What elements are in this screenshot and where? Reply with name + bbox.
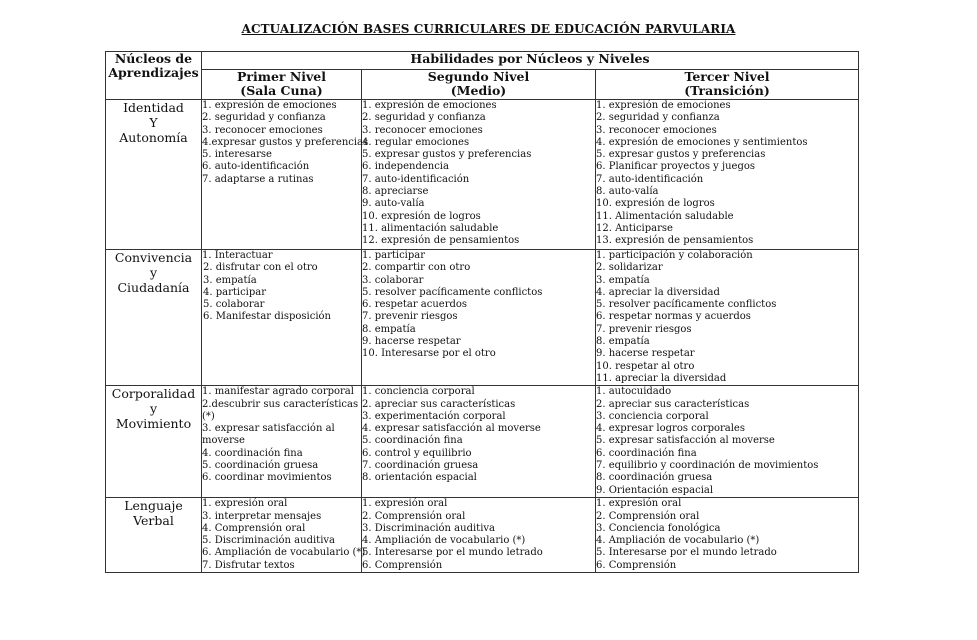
skill-item: 6. Comprensión [596, 559, 677, 571]
nucleo-line: Verbal [133, 513, 174, 529]
skill-item: 9. auto-valía [362, 198, 425, 210]
nucleo-cell [106, 498, 202, 573]
skill-item: 8. orientación espacial [362, 472, 477, 484]
skill-item: 6. respetar normas y acuerdos [596, 311, 751, 323]
skill-item: 6. coordinación fina [596, 447, 697, 459]
nivel-sub: (Transición) [684, 83, 770, 98]
skill-item: 13. expresión de pensamientos [596, 235, 754, 247]
nucleo-cell [106, 100, 202, 250]
skill-item: 7. auto-identificación [596, 173, 704, 185]
skill-item: 8. coordinación gruesa [596, 472, 713, 484]
nivel-name: Primer Nivel [237, 69, 326, 84]
nivel-header-tercer [596, 70, 859, 100]
nivel-sub: (Medio) [450, 83, 507, 98]
skill-item: 5. resolver pacíficamente conflictos [362, 286, 543, 298]
skill-item: 1. expresión de emociones [362, 100, 497, 111]
nivel-name: Tercer Nivel [684, 69, 770, 84]
skills-cell-primer [202, 100, 369, 250]
skill-item: 5. interesarse [202, 149, 272, 161]
skill-item: 7. equilibrio y coordinación de movimientos [596, 460, 819, 472]
nucleo-line: Identidad [123, 100, 184, 115]
skills-cell-segundo [362, 250, 596, 386]
skill-item: 4. apreciar la diversidad [596, 286, 720, 298]
skill-item: 7. prevenir riesgos [362, 311, 458, 323]
skill-item: 1. expresión de emociones [596, 100, 731, 111]
skill-item: 6. coordinar movimientos [202, 472, 332, 484]
skill-item: 3. reconocer emociones [362, 124, 483, 136]
skill-item: 4. Comprensión oral [202, 522, 306, 534]
skill-item: 5. Discriminación auditiva [202, 535, 335, 547]
skills-cell-tercer [596, 386, 859, 498]
skills-cell-primer [202, 498, 366, 573]
skill-item: 6. independencia [362, 161, 449, 173]
skills-cell-segundo [362, 100, 596, 250]
habilidades-header: Habilidades por Núcleos y Niveles [202, 52, 859, 70]
skills-cell-segundo [362, 386, 596, 498]
skill-item: 8. empatía [362, 323, 416, 335]
skill-item: 1. conciencia corporal [362, 386, 475, 398]
skill-item: 1. Interactuar [202, 250, 273, 261]
skill-item: 4. participar [203, 286, 267, 298]
skill-item: 6. Manifestar disposición [203, 311, 331, 323]
skill-item: 2. seguridad y confianza [202, 112, 326, 124]
nivel-sub: (Sala Cuna) [240, 83, 323, 98]
skill-item: 7. adaptarse a rutinas [202, 173, 314, 185]
skill-item: 10. expresión de logros [596, 198, 715, 210]
skill-item: 6. Ampliación de vocabulario (*) [202, 547, 366, 559]
skill-item: 4. regular emociones [362, 136, 470, 148]
table-row-convivencia [106, 250, 859, 386]
skills-cell-tercer [596, 100, 859, 250]
skill-item: 1. manifestar agrado corporal [202, 386, 354, 398]
skill-item: 6. Planificar proyectos y juegos [596, 161, 755, 173]
skill-item: 5. expresar satisfacción al moverse [596, 435, 775, 447]
skill-item: 1. participación y colaboración [596, 250, 753, 261]
skill-item: 8. auto-valía [596, 186, 659, 198]
skill-item: 3. conciencia corporal [596, 410, 709, 422]
skill-item: 1. expresión de emociones [202, 100, 337, 111]
skill-item: 6. control y equilibrio [362, 447, 472, 459]
skill-item: 4. expresar logros corporales [596, 423, 745, 435]
nucleo-line: Lenguaje [124, 498, 183, 514]
table-row-identidad [106, 100, 859, 250]
skill-item: 9. hacerse respetar [596, 348, 695, 360]
nucleo-line: Ciudadanía [117, 280, 190, 295]
nucleos-header-line: Aprendizajes [108, 65, 199, 80]
skills-cell-primer [202, 250, 362, 386]
skill-item: 10. respetar al otro [596, 360, 695, 372]
skills-cell-segundo [362, 498, 596, 573]
nucleo-line: Corporalidad [111, 386, 196, 402]
skill-item: 9. Orientación espacial [596, 484, 714, 496]
skill-item: 7. auto-identificación [362, 173, 470, 185]
skill-item: 11. Alimentación saludable [596, 210, 734, 222]
skill-item: 9. hacerse respetar [362, 336, 461, 348]
nucleos-header-line: Núcleos de [114, 51, 193, 66]
skill-item: 4. expresar satisfacción al moverse [362, 423, 541, 435]
skill-item: 3. empatía [203, 274, 257, 286]
skill-item: 6. Comprensión [362, 559, 443, 571]
skill-item: 7. prevenir riesgos [596, 323, 692, 335]
skill-item: 2. Comprensión oral [362, 510, 466, 522]
skill-item: 2. apreciar sus características [362, 398, 516, 410]
table-row-lenguaje [106, 498, 859, 573]
skill-item: 1. expresión oral [362, 498, 448, 510]
nucleo-line: Autonomía [119, 130, 188, 145]
skill-item: 3. reconocer emociones [596, 124, 717, 136]
skill-item: 3. colaborar [362, 274, 424, 286]
skill-item: 5. colaborar [203, 299, 265, 311]
nucleos-header [106, 52, 202, 100]
skill-item: 7. Disfrutar textos [202, 559, 295, 571]
skills-cell-tercer [596, 250, 859, 386]
nucleo-line: y [149, 265, 158, 280]
skill-item: 12. expresión de pensamientos [362, 235, 520, 247]
skill-item: 2. apreciar sus características [596, 398, 750, 410]
nucleo-line: y [149, 401, 158, 417]
skill-item: 3. experimentación corporal [362, 410, 506, 422]
skill-item: 7. coordinación gruesa [362, 460, 479, 472]
skill-item: 3. reconocer emociones [202, 124, 323, 136]
skill-item: 2. compartir con otro [362, 262, 471, 274]
skills-cell-primer [202, 386, 362, 498]
skill-item: 3. interpretar mensajes [202, 510, 322, 522]
nivel-header-segundo [362, 70, 596, 100]
skill-item: 5. expresar gustos y preferencias [362, 149, 532, 161]
nucleo-cell [106, 386, 202, 498]
skill-item: 2. seguridad y confianza [596, 112, 720, 124]
skill-item: 4. Ampliación de vocabulario (*) [596, 535, 760, 547]
skill-item: 1. participar [362, 250, 426, 261]
skill-item: 1. expresión oral [596, 498, 682, 510]
skill-item: 2. disfrutar con el otro [203, 262, 318, 274]
skill-item: 12. Anticiparse [596, 222, 673, 234]
skill-item: 2.descubrir sus características (*) [202, 398, 359, 422]
skill-item: 10. expresión de logros [362, 210, 481, 222]
skill-item: 3. Discriminación auditiva [362, 522, 495, 534]
skill-item: 4.expresar gustos y preferencias [202, 136, 369, 148]
table-row-corporalidad [106, 386, 859, 498]
skill-item: 5. Interesarse por el mundo letrado [596, 547, 777, 559]
skill-item: 5. coordinación gruesa [202, 460, 319, 472]
skill-item: 5. Interesarse por el mundo letrado [362, 547, 543, 559]
skill-item: 11. apreciar la diversidad [596, 372, 727, 384]
skill-item: 2. solidarizar [596, 262, 663, 274]
nivel-name: Segundo Nivel [427, 69, 530, 84]
skill-item: 3. empatía [596, 274, 650, 286]
skill-item: 6. respetar acuerdos [362, 299, 468, 311]
skill-item: 8. empatía [596, 336, 650, 348]
skill-item: 1. autocuidado [596, 386, 672, 398]
skill-item: 3. expresar satisfacción al moverse [202, 423, 335, 447]
nucleo-line: Convivencia [114, 250, 193, 265]
skill-item: 2. seguridad y confianza [362, 112, 486, 124]
skill-item: 5. resolver pacíficamente conflictos [596, 299, 777, 311]
skill-item: 2. Comprensión oral [596, 510, 700, 522]
skill-item: 11. alimentación saludable [362, 222, 499, 234]
skill-item: 4. expresión de emociones y sentimientos [596, 136, 808, 148]
skill-item: 6. auto-identificación [202, 161, 310, 173]
curriculum-table [105, 51, 859, 573]
nucleo-line: Y [149, 115, 158, 130]
skill-item: 4. coordinación fina [202, 447, 303, 459]
skill-item: 1. expresión oral [202, 498, 288, 510]
skill-item: 5. expresar gustos y preferencias [596, 149, 766, 161]
skills-cell-tercer [596, 498, 859, 573]
skill-item: 8. apreciarse [362, 186, 429, 198]
nucleo-line: Movimiento [115, 416, 192, 432]
skill-item: 5. coordinación fina [362, 435, 463, 447]
document-title: ACTUALIZACIÓN BASES CURRICULARES DE EDUCACIÓN PARVULARIA [241, 22, 736, 36]
nivel-header-primer [202, 70, 362, 100]
skill-item: 10. Interesarse por el otro [362, 348, 496, 360]
skill-item: 3. Conciencia fonológica [596, 522, 721, 534]
nucleo-cell [106, 250, 202, 386]
skill-item: 4. Ampliación de vocabulario (*) [362, 535, 526, 547]
